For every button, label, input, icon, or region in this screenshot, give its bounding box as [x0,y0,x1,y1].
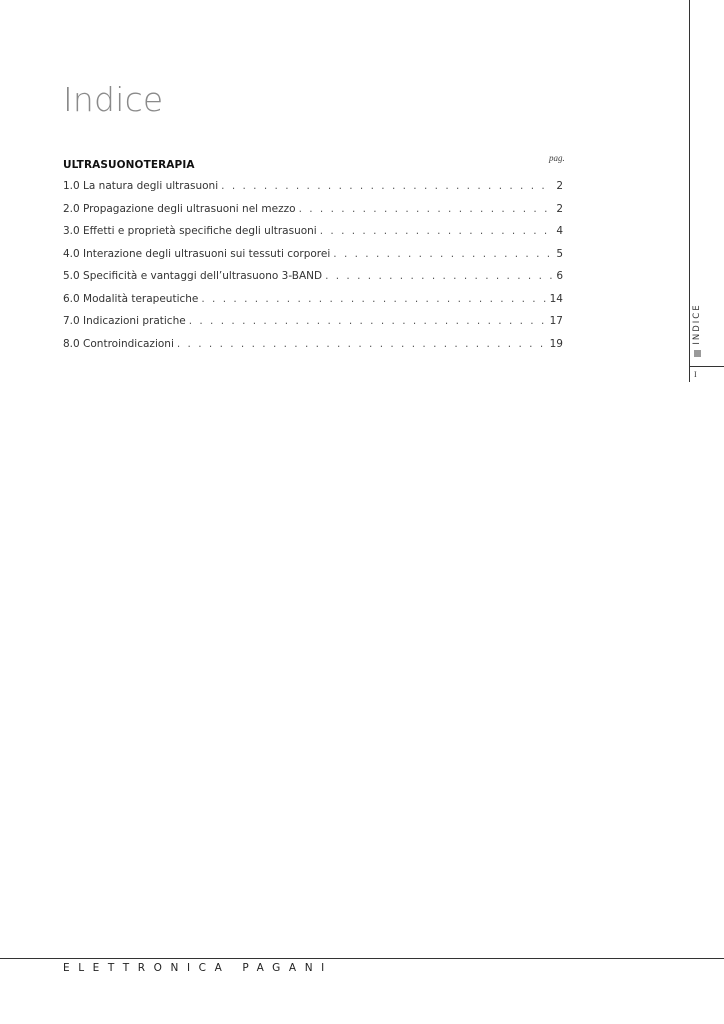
toc-entry-page: 2 [556,180,563,192]
toc-entry[interactable] [63,225,563,248]
toc-entry[interactable] [63,338,563,361]
side-tab-label: INDICE [692,303,702,345]
toc-entry-label: 6.0 Modalità terapeutiche [63,292,199,305]
section-heading: ULTRASUONOTERAPIA [63,159,195,171]
toc-entry[interactable] [63,203,563,226]
toc-entry-page: 19 [549,337,563,350]
dot-leader [320,225,554,237]
dot-leader [299,203,554,215]
toc-entry[interactable] [63,180,563,203]
toc-entry-label: 8.0 Controindicazioni [63,337,174,350]
toc-entry-label: 1.0 La natura degli ultrasuoni [63,180,219,192]
toc-entry[interactable] [63,270,563,293]
dot-leader [325,270,553,282]
toc-entry-label: 3.0 Effetti e proprietà specifiche degli ultrasuoni [63,225,317,237]
toc-entry-label: 5.0 Specificità e vantaggi dell’ultrasuono 3-BAND [63,270,323,282]
toc-entry-page: 6 [556,270,563,282]
side-tab-divider [689,366,724,367]
dot-leader [177,338,547,350]
dot-leader [333,248,553,260]
toc-entry[interactable] [63,248,563,271]
toc-entry-page: 2 [556,202,563,215]
side-tab-rule [689,366,690,382]
dot-leader [189,315,547,327]
page-column-label: pag. [549,153,565,163]
dot-leader [221,180,553,192]
section-marker-square [694,350,701,357]
toc-entry[interactable] [63,315,563,338]
footer-brand: ELETTRONICA PAGANI [63,962,333,974]
toc-entry[interactable] [63,293,563,316]
side-margin-rule [689,0,690,366]
toc-entry-page: 4 [556,225,563,237]
dot-leader [201,293,546,305]
footer-rule [0,958,724,959]
toc-entry-label: 2.0 Propagazione degli ultrasuoni nel mezzo [63,202,296,215]
toc-entry-page: 14 [549,292,563,305]
page-title: Indice [63,80,164,119]
toc-entry-label: 7.0 Indicazioni pratiche [63,315,186,327]
table-of-contents [63,180,563,360]
toc-entry-page: 17 [549,315,563,327]
page-number: I [694,370,697,379]
toc-entry-page: 5 [556,247,563,260]
toc-entry-label: 4.0 Interazione degli ultrasuoni sui tessuti corporei [63,247,331,260]
